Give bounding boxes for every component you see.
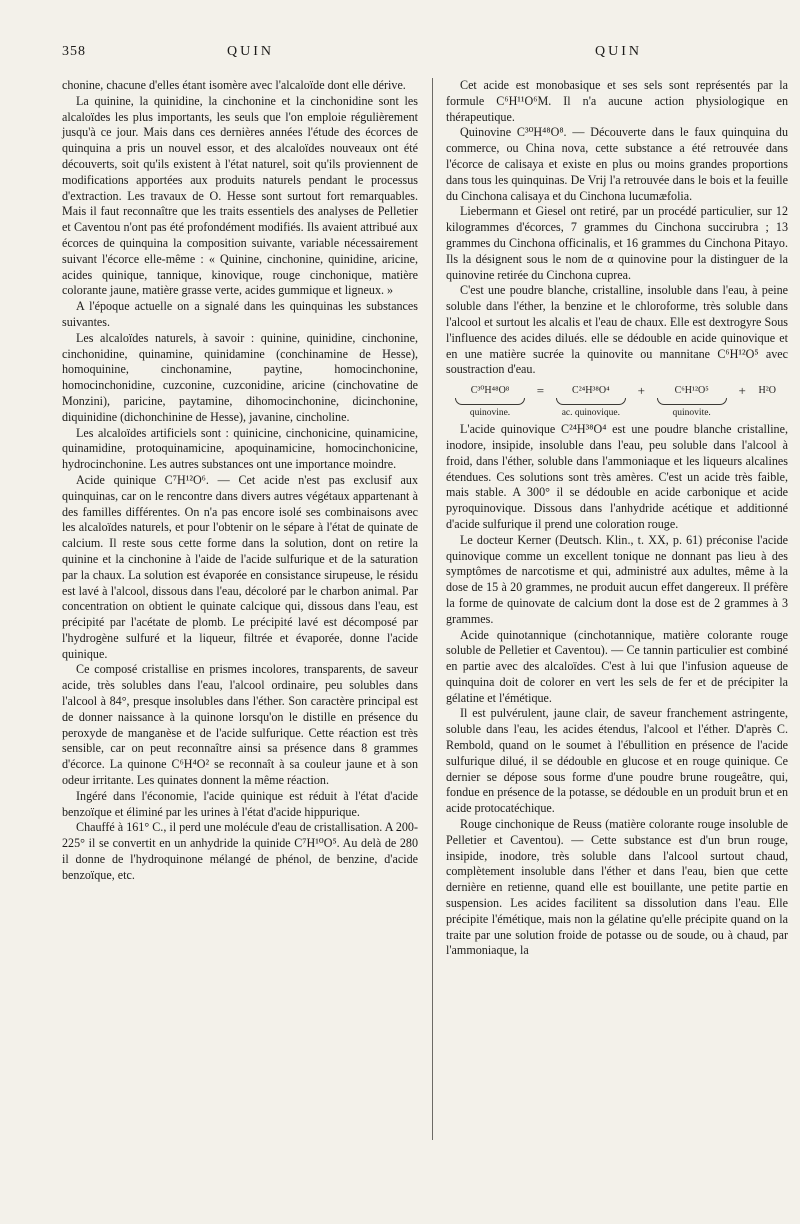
formula-label: ac. quinovique. [561,408,620,419]
chemical-equation [456,385,776,419]
column-divider [432,78,433,1140]
paragraph: Chauffé à 161° C., il perd une molécule d'eau de cristallisation. A 200-225° il se convertit en un anhydride la quinide C⁷H¹⁰O⁵. Au delà de 280 il donne de l'hydroquinone mélangé de phénol, de benzine, d'acide benzoïque, etc. [62,820,418,882]
formula-label: quinovine. [469,408,511,419]
equals-sign: = [536,383,545,399]
formula: C²⁴H³⁸O⁴ [572,385,610,397]
paragraph: Quinovine C³⁰H⁴⁸O⁸. — Découverte dans le faux quinquina du commerce, ou China nova, cette substance a été retrouvée dans l'écorce de calisaya et existe en plus ou moins grandes proportions dans tous les quinquinas. De Vrij l'a retrouvée dans le bois et la feuille du Cinchona calisaya et du Cinchona lucumæfolia. [446,125,788,203]
paragraph: chonine, chacune d'elles étant isomère avec l'alcaloïde dont elle dérive. [62,78,406,92]
running-head-right: QUIN [595,44,642,59]
equation-term [456,385,524,419]
paragraph: Ingéré dans l'économie, l'acide quinique est réduit à l'état d'acide benzoïque et éliminé par les urines à l'état d'acide hippurique. [62,788,418,819]
page-number: 358 [62,44,86,59]
paragraph: La quinine, la quinidine, la cinchonine et la cinchonidine sont les alcaloïdes les plus importants, les seuls que l'on emploie régulièrement jusqu'à ce jour. Mais dans ces dernières années l'étude des écorces de quinquina a pris un nouvel essor, et des alcaloïdes nouveaux ont été découverts, soit qu'ils existent à l'état naturel, soit qu'ils proviennent de modifications apportées aux produits naturels pendant le processus d'extraction. Les travaux de O. Hesse sont surtout fort remarquables. Mais il faut reconnaître que les traits essentiels des analyses de Pelletier et Caventou n'ont pas été profondément modifiés. Ils avaient attribué aux écorces de quinquina la composition suivante, variable nécessairement suivant l'écorce elle-même : « Quinine, cinchonine, quinidine, aricine, acides quinique, tannique, kinovique, rouge cinchonique, matière colorante jaune, matière grasse verte, acides gummique et ligneux. » [62,93,418,298]
paragraph: L'acide quinovique C²⁴H³⁸O⁴ est une poudre blanche cristalline, inodore, insipide, insoluble dans l'eau, peu soluble dans l'alcool à froid, dans l'éther, soluble dans l'ammoniaque et les liqueurs alcalines étendues. Ces solutions sont très amères. C'est un acide très faible, mais stable. A 300° il se dédouble en acide carbonique et acide pyroquinovique. Dissous dans l'anhydride acétique et additionné d'acide sulfurique il prend une coloration rouge. [446,422,788,531]
paragraph: Le docteur Kerner (Deutsch. Klin., t. XX, p. 61) préconise l'acide quinovique comme un excellent tonique ne donnant pas lieu à des symptômes de narcotisme et qui, administré aux adultes, même à la dose de 15 à 20 grammes, ne produit aucun effet dangereux. Il préfère la forme de quinovate de calcium dont la dose est de 2 grammes à 3 grammes. [446,532,788,626]
paragraph: A l'époque actuelle on a signalé dans les quinquinas les substances suivantes. [62,299,418,329]
paragraph: C'est une poudre blanche, cristalline, insoluble dans l'eau, à peine soluble dans l'éther, la benzine et le chloroforme, très soluble dans l'alcool et surtout les alcalis et l'eau de chaux. Elle est dextrogyre Sous l'influence des acides dilués. elle se dédouble en acide quinovique et en une matière sucrée la quinovite ou mannitane C⁶H¹²O⁵ avec soustraction d'eau. [446,283,788,377]
formula: H²O [758,385,776,397]
formula-label: quinovite. [672,408,711,419]
running-head-left: QUIN [227,44,274,59]
formula: C³⁰H⁴⁸O⁸ [470,385,510,397]
paragraph: Acide quinique C⁷H¹²O⁶. — Cet acide n'est pas exclusif aux quinquinas, car on le rencontre dans divers autres végétaux appartenant à des familles différentes. On n'a pas encore isolé ses combinaisons avec les alcaloïdes naturels, et pour l'obtenir on le sépare à l'état de quinate de calcium. Il reste sous cette forme dans la solution, dont on retire la quinine et la cinchonine à l'aide de l'acide sulfurique et de la saturation par la chaux. La solution est évaporée en consistance sirupeuse, le résidu est lavé à l'alcool, dissous dans l'eau, décoloré par le charbon animal. Par concentration on obtient le quinate calcique qui, dissous dans l'eau, est précipité par l'acétate de plomb. Le précipité lavé est décomposé par l'hydrogène sulfuré et la liqueur, filtrée et évaporée, donne l'acide quinique. [62,472,418,661]
underbrace [455,398,525,405]
paragraph: Les alcaloïdes artificiels sont : quinicine, cinchonicine, quinamicine, quinamidine, protoquinamicine, apoquinamicine, homocinchonicine, hydrocinchonine. Les autres substances ont une importance moindre. [62,425,418,472]
plus-sign: + [738,383,746,399]
equation-term [557,385,625,419]
paragraph: Acide quinotannique (cinchotannique, matière colorante rouge soluble de Pelletier et Caventou). — Ce tannin particulier est combiné en partie avec des alcaloïdes. C'est à lui que l'infusion aqueuse de quinquina doit de colorer en vert les sels de fer et de précipiter la gélatine et l'émétique. [446,627,788,705]
paragraph: Ce composé cristallise en prismes incolores, transparents, de saveur acide, très solubles dans l'eau, l'alcool ordinaire, peu solubles dans l'alcool à 84°, presque insolubles dans l'éther. Son caractère principal est de donner naissance à la quinone lorsqu'on le distille en présence du peroxyde de manganèse et de l'acide sulfurique. Cette réaction est très sensible, car on peut reconnaître ainsi sa présence dans 8 grammes d'écorce. La quinone C⁶H⁴O² se reconnaît à sa couleur jaune et à son odeur irritante. Les quinates donnent la même réaction. [62,662,418,788]
left-column [62,78,418,884]
paragraph: Cet acide est monobasique et ses sels sont représentés par la formule C⁶H¹¹O⁶M. Il n'a aucune action physiologique en thérapeutique. [446,78,788,124]
paragraph: Les alcaloïdes naturels, à savoir : quinine, quinidine, cinchonine, cinchonidine, quinamine, quinidamine (conchinamine de Hesse), homoquinine, cinchonamine, paytine, homocinchonine, homocinchonidine, cuzconine, cuzconidine, aricine (cinchovatine de Monzini), paricine, paytamine, dihomocinchonine, dicinchonine, diquinidine (dichonchinine de Hesse), javanine, cincholine. [62,330,418,424]
plus-sign: + [637,383,645,399]
paragraph: Liebermann et Giesel ont retiré, par un procédé particulier, sur 12 kilogrammes d'écorces, 7 grammes du Cinchona succirubra ; 13 grammes du Cinchona officinalis, et 16 grammes du Cinchona Pitayo. Ils la désignent sous le nom de α quinovine pour la distinguer de la quinovine retirée du Cinchona cuprea. [446,204,788,282]
underbrace [556,398,626,405]
equation-term [658,385,726,419]
paragraph: Il est pulvérulent, jaune clair, de saveur franchement astringente, soluble dans l'eau, les acides étendus, l'alcool et l'éther. D'après C. Rembold, quand on le soumet à l'ébullition en présence de l'acide sulfurique dilué, il se dédouble en glucose et en rouge quinique. Ce dernier se dépose sous forme d'une poudre brune rougeâtre, qui, fondue en présence de la potasse, se dédouble en un produit brun et en acide protocatéchique. [446,706,788,816]
paragraph: Rouge cinchonique de Reuss (matière colorante rouge insoluble de Pelletier et Caventou). — Cette substance est d'un brun rouge, insipide, inodore, très soluble dans l'alcool surtout chaud, complètement insoluble dans l'éther et dans l'eau, bien que cette dernière en retienne, quand elle est bouillante, une petite partie en suspension. Les acides facilitent sa dissolution dans l'eau. Elle précipite l'émétique, mais non la gélatine qu'elle précipite quand on la traite par une solution froide de potasse ou de soude, ou à chaud, par l'ammoniaque, la [446,817,788,958]
right-column [446,78,788,959]
formula: C⁶H¹²O⁵ [674,385,709,397]
underbrace [657,398,727,405]
